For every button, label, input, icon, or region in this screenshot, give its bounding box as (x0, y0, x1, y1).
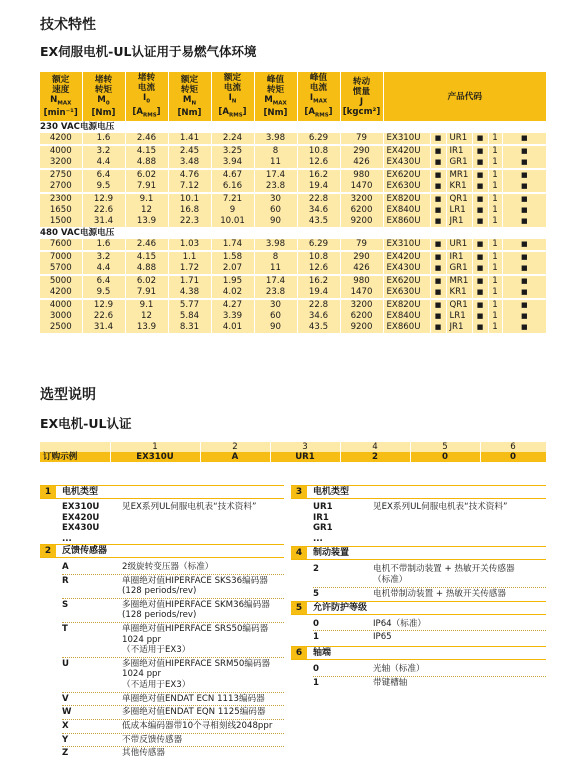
divider (62, 598, 284, 599)
spec-header-6: 峰值 电流 $I_{MAX}$ $[A_{RMS}]$ (297, 72, 340, 121)
spec-table (40, 72, 546, 333)
table-row: 5700 4.4 4.88 1.72 2.07 11 12.6 426 EX430U ■ GR1 ■ 1 ■ (40, 263, 546, 275)
option-key: EX310U (62, 502, 100, 512)
option-description: 1024 ppr (122, 634, 162, 645)
option-description: 1024 ppr (122, 669, 162, 680)
option-description: （标准） (373, 574, 408, 585)
option-key: GR1 (313, 523, 333, 533)
order-position-number: 2 (200, 442, 270, 452)
option-block-number: 6 (291, 647, 307, 659)
option-code (313, 502, 333, 513)
option-description: 不带反馈传感器 (122, 734, 183, 745)
spec-header-3: 额定 转矩 $M_N$ [Nm] (168, 72, 211, 121)
order-example-value: UR1 (270, 452, 340, 462)
spec-header-2: 堵转 电流 $I_0$ $[A_{RMS}]$ (125, 72, 168, 121)
option-description: IP64（标准） (373, 619, 427, 629)
option-description: 其他传感器 (122, 748, 165, 759)
option-block-name: 电机类型 (313, 487, 350, 497)
option-block-title (291, 485, 546, 499)
spec-header-1: 堵转 转矩 $M_0$ [Nm] (82, 72, 125, 121)
option-key: A (62, 562, 69, 572)
option-code (313, 534, 323, 545)
order-position-number: 3 (270, 442, 340, 452)
option-key: IR1 (313, 512, 329, 523)
option-description: 带键槽轴 (373, 677, 408, 688)
option-key: Y (62, 734, 69, 745)
option-key: 0 (313, 619, 319, 629)
option-key: X (62, 720, 69, 731)
option-key: R (62, 575, 69, 586)
option-description: 多圈绝对值HIPERFACE SKM36编码器 (122, 599, 270, 610)
table-row: 1500 31.4 13.9 22.3 10.01 90 43.5 9200 EX860U ■ JR1 ■ 1 ■ (40, 216, 546, 227)
option-code (313, 523, 333, 534)
option-key: S (62, 599, 69, 610)
option-block-title (40, 544, 284, 558)
divider (62, 622, 284, 623)
table-row: 4000 3.2 4.15 2.45 3.25 8 10.8 290 EX420U ■ IR1 ■ 1 ■ (40, 145, 546, 157)
option-block-title (40, 485, 284, 499)
order-position-number: 4 (340, 442, 410, 452)
option-description: 多圈绝对值HIPERFACE SRM50编码器 (122, 658, 271, 669)
option-description: （不适用于EX3） (122, 645, 191, 656)
option-description: 多圈绝对值ENDAT EQN 1125编码器 (122, 707, 266, 718)
page-subtitle: EX伺服电机-UL认证用于易燃气体环境 (40, 44, 257, 59)
option-description: （不适用于EX3） (122, 679, 191, 690)
option-block-number: 4 (291, 547, 307, 559)
option-description: 光轴（标准） (373, 664, 425, 674)
option-key: ... (313, 533, 323, 544)
order-position-number: 1 (110, 442, 200, 452)
divider (62, 657, 284, 658)
option-key: 1 (313, 631, 319, 642)
spec-header-code: 产品代码 (383, 72, 546, 121)
option-description: 单圈绝对值ENDAT ECN 1113编码器 (122, 693, 265, 704)
table-row: 4200 1.6 2.46 1.41 2.24 3.98 6.29 79 EX310U ■ UR1 ■ 1 ■ (40, 133, 546, 145)
option-key: Z (62, 748, 69, 759)
option-block-name: 电机类型 (62, 487, 99, 497)
table-row: 2500 31.4 13.9 8.31 4.01 90 43.5 9200 EX860U ■ JR1 ■ 1 ■ (40, 322, 546, 333)
table-row: 7000 3.2 4.15 1.1 1.58 8 10.8 290 EX420U ■ IR1 ■ 1 ■ (40, 251, 546, 263)
spec-header-0: 额定 速度 $N_{MAX}$ [min⁻¹] (40, 72, 82, 121)
table-row: 4000 12.9 9.1 5.77 4.27 30 22.8 3200 EX820U ■ QR1 ■ 1 ■ (40, 299, 546, 311)
option-code (313, 513, 329, 524)
divider (62, 746, 284, 747)
option-description: 低成本编码器带10个寻相刻线2048ppr (122, 720, 273, 731)
divider (62, 574, 284, 575)
divider (313, 676, 546, 677)
divider (313, 630, 546, 631)
order-position-number: 6 (480, 442, 546, 452)
spec-header-5: 峰值 转矩 $M_{MAX}$ [Nm] (254, 72, 297, 121)
table-row: 2300 12.9 9.1 10.1 7.21 30 22.8 3200 EX820U ■ QR1 ■ 1 ■ (40, 193, 546, 205)
option-key: EX420U (62, 512, 100, 523)
order-example-value: 0 (480, 452, 546, 462)
option-block-name: 反馈传感器 (62, 546, 108, 556)
option-key: 0 (313, 664, 319, 674)
option-code (62, 523, 99, 534)
option-code (62, 534, 72, 545)
order-position-number: 5 (410, 442, 480, 452)
option-block-title (291, 601, 546, 615)
option-description: 单圈绝对值HIPERFACE SKS36编码器 (122, 575, 268, 586)
option-code (62, 513, 99, 524)
order-example-value: 0 (410, 452, 480, 462)
option-key: 1 (313, 677, 319, 688)
option-block-name: 制动装置 (313, 548, 350, 558)
option-description: 见EX系列UL伺服电机表“技术资料” (122, 502, 257, 512)
voltage-section-label: 480 VAC电源电压 (40, 227, 546, 239)
selection-subtitle: EX电机-UL认证 (40, 416, 132, 431)
option-block-number: 5 (291, 602, 307, 614)
option-block-title (291, 546, 546, 560)
option-description: (128 periods/rev) (122, 586, 197, 597)
option-key: 2 (313, 564, 319, 574)
option-key: 5 (313, 588, 319, 599)
option-description: 单圈绝对值HIPERFACE SRS50编码器 (122, 624, 269, 635)
voltage-section-label: 230 VAC电源电压 (40, 121, 546, 133)
order-example-value: EX310U (110, 452, 200, 462)
table-row: 4200 9.5 7.91 4.38 4.02 23.8 19.4 1470 EX630U ■ KR1 ■ 1 ■ (40, 287, 546, 299)
option-key: UR1 (313, 502, 333, 512)
option-key: T (62, 624, 68, 635)
selection-title: 选型说明 (40, 387, 96, 403)
spec-header-4: 额定 电流 $I_N$ $[A_{RMS}]$ (211, 72, 254, 121)
table-row: 2750 6.4 6.02 4.76 4.67 17.4 16.2 980 EX620U ■ MR1 ■ 1 ■ (40, 169, 546, 181)
option-key: V (62, 693, 69, 704)
divider (313, 587, 546, 588)
table-row: 2700 9.5 7.91 7.12 6.16 23.8 19.4 1470 EX630U ■ KR1 ■ 1 ■ (40, 181, 546, 193)
page-title: 技术特性 (40, 17, 96, 33)
option-block-number: 1 (40, 486, 56, 498)
option-description: 电机不带制动装置 + 热敏开关传感器 (373, 564, 515, 574)
option-description: 电机带制动装置 + 热敏开关传感器 (373, 588, 506, 599)
table-row: 1650 22.6 12 16.8 9 60 34.6 6200 EX840U ■ LR1 ■ 1 ■ (40, 205, 546, 216)
option-key: W (62, 707, 72, 718)
table-row: 3000 22.6 12 5.84 3.39 60 34.6 6200 EX840U ■ LR1 ■ 1 ■ (40, 311, 546, 322)
table-row: 3200 4.4 4.88 3.48 3.94 11 12.6 426 EX430U ■ GR1 ■ 1 ■ (40, 157, 546, 169)
divider (62, 733, 284, 734)
option-block-number: 3 (291, 486, 307, 498)
option-key: ... (62, 533, 72, 544)
order-example-value: 2 (340, 452, 410, 462)
order-example-table (40, 442, 547, 462)
spec-header-7: 转动 惯量 J [kgcm²] (340, 72, 383, 121)
divider (62, 719, 284, 720)
option-block-name: 允许防护等级 (313, 603, 368, 613)
option-block-number: 2 (40, 545, 56, 557)
option-block-name: 轴端 (313, 648, 332, 658)
order-example-label: 订购示例 (40, 452, 110, 462)
option-block-title (291, 646, 546, 660)
table-row: 5000 6.4 6.02 1.71 1.95 17.4 16.2 980 EX620U ■ MR1 ■ 1 ■ (40, 275, 546, 287)
option-description: IP65 (373, 631, 392, 642)
option-code (62, 502, 99, 513)
option-key: U (62, 658, 69, 669)
divider (62, 692, 284, 693)
option-key: EX430U (62, 523, 100, 533)
option-description: 见EX系列UL伺服电机表“技术资料” (373, 502, 508, 512)
option-description: 2级旋转变压器（标准） (122, 562, 214, 572)
table-row: 7600 1.6 2.46 1.03 1.74 3.98 6.29 79 EX310U ■ UR1 ■ 1 ■ (40, 239, 546, 251)
option-description: (128 periods/rev) (122, 610, 197, 621)
order-example-value: A (200, 452, 270, 462)
